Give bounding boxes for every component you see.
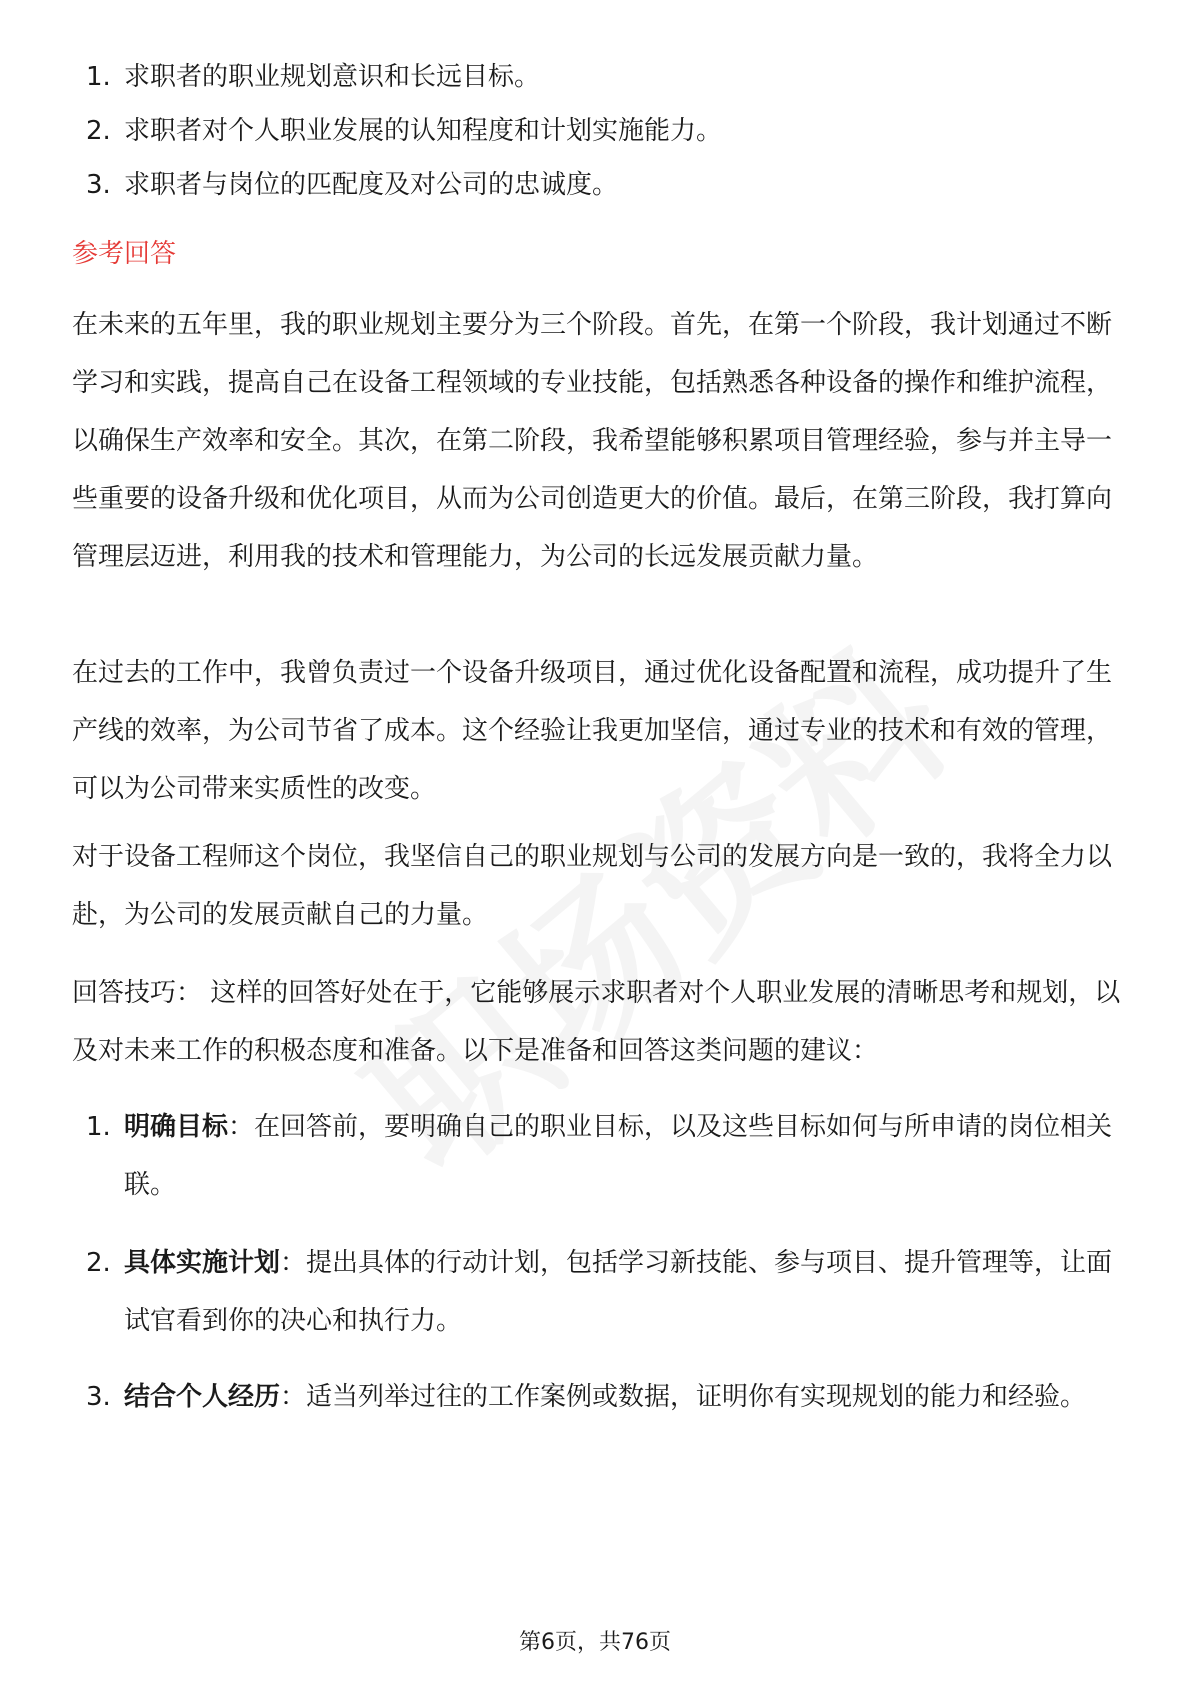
list-number: 3.: [86, 170, 111, 200]
tip-title: 结合个人经历: [124, 1382, 281, 1412]
tip-text: ：提出具体的行动计划，包括学习新技能、参与项目、提升管理等，让面试官看到你的决心和执行力。: [124, 1248, 1113, 1336]
list-text: 求职者对个人职业发展的认知程度和计划实施能力。: [124, 116, 723, 146]
list-number: 1.: [86, 62, 111, 92]
list-number: 3.: [86, 1382, 111, 1412]
list-text: 求职者与岗位的匹配度及对公司的忠诚度。: [124, 170, 619, 200]
tip-text: ：适当列举过往的工作案例或数据，证明你有实现规划的能力和经验。: [280, 1382, 1087, 1412]
list-text: 求职者的职业规划意识和长远目标。: [124, 62, 541, 92]
page-footer: 第6页，共76页: [519, 1630, 671, 1655]
tip-title: 具体实施计划: [124, 1248, 281, 1278]
paragraph-commitment: 对于设备工程师这个岗位，我坚信自己的职业规划与公司的发展方向是一致的，我将全力以赴，为公司的发展贡献自己的力量。: [72, 842, 1113, 930]
paragraph-experience: 在过去的工作中，我曾负责过一个设备升级项目，通过优化设备配置和流程，成功提升了生产线的效率，为公司节省了成本。这个经验让我更加坚信，通过专业的技术和有效的管理，可以为公司带来实质性的改变。: [72, 658, 1113, 804]
list-number: 2.: [86, 116, 111, 146]
list-number: 2.: [86, 1248, 111, 1278]
paragraph-tips: 回答技巧： 这样的回答好处在于，它能够展示求职者对个人职业发展的清晰思考和规划，以及对未来工作的积极态度和准备。以下是准备和回答这类问题的建议：: [72, 978, 1121, 1066]
list-number: 1.: [86, 1112, 111, 1142]
tip-text: ：在回答前，要明确自己的职业目标，以及这些目标如何与所申请的岗位相关联。: [124, 1112, 1113, 1200]
paragraph-plan: 在未来的五年里，我的职业规划主要分为三个阶段。首先，在第一个阶段，我计划通过不断学习和实践，提高自己在设备工程领域的专业技能，包括熟悉各种设备的操作和维护流程，以确保生产效率和安全。其次，在第二阶段，我希望能够积累项目管理经验，参与并主导一些重要的设备升级和优化项目，从而为公司创造更大的价值。最后，在第三阶段，我打算向管理层迈进，利用我的技术和管理能力，为公司的长远发展贡献力量。: [72, 310, 1113, 572]
section-heading: 参考回答: [72, 239, 177, 269]
tip-title: 明确目标: [124, 1112, 229, 1142]
